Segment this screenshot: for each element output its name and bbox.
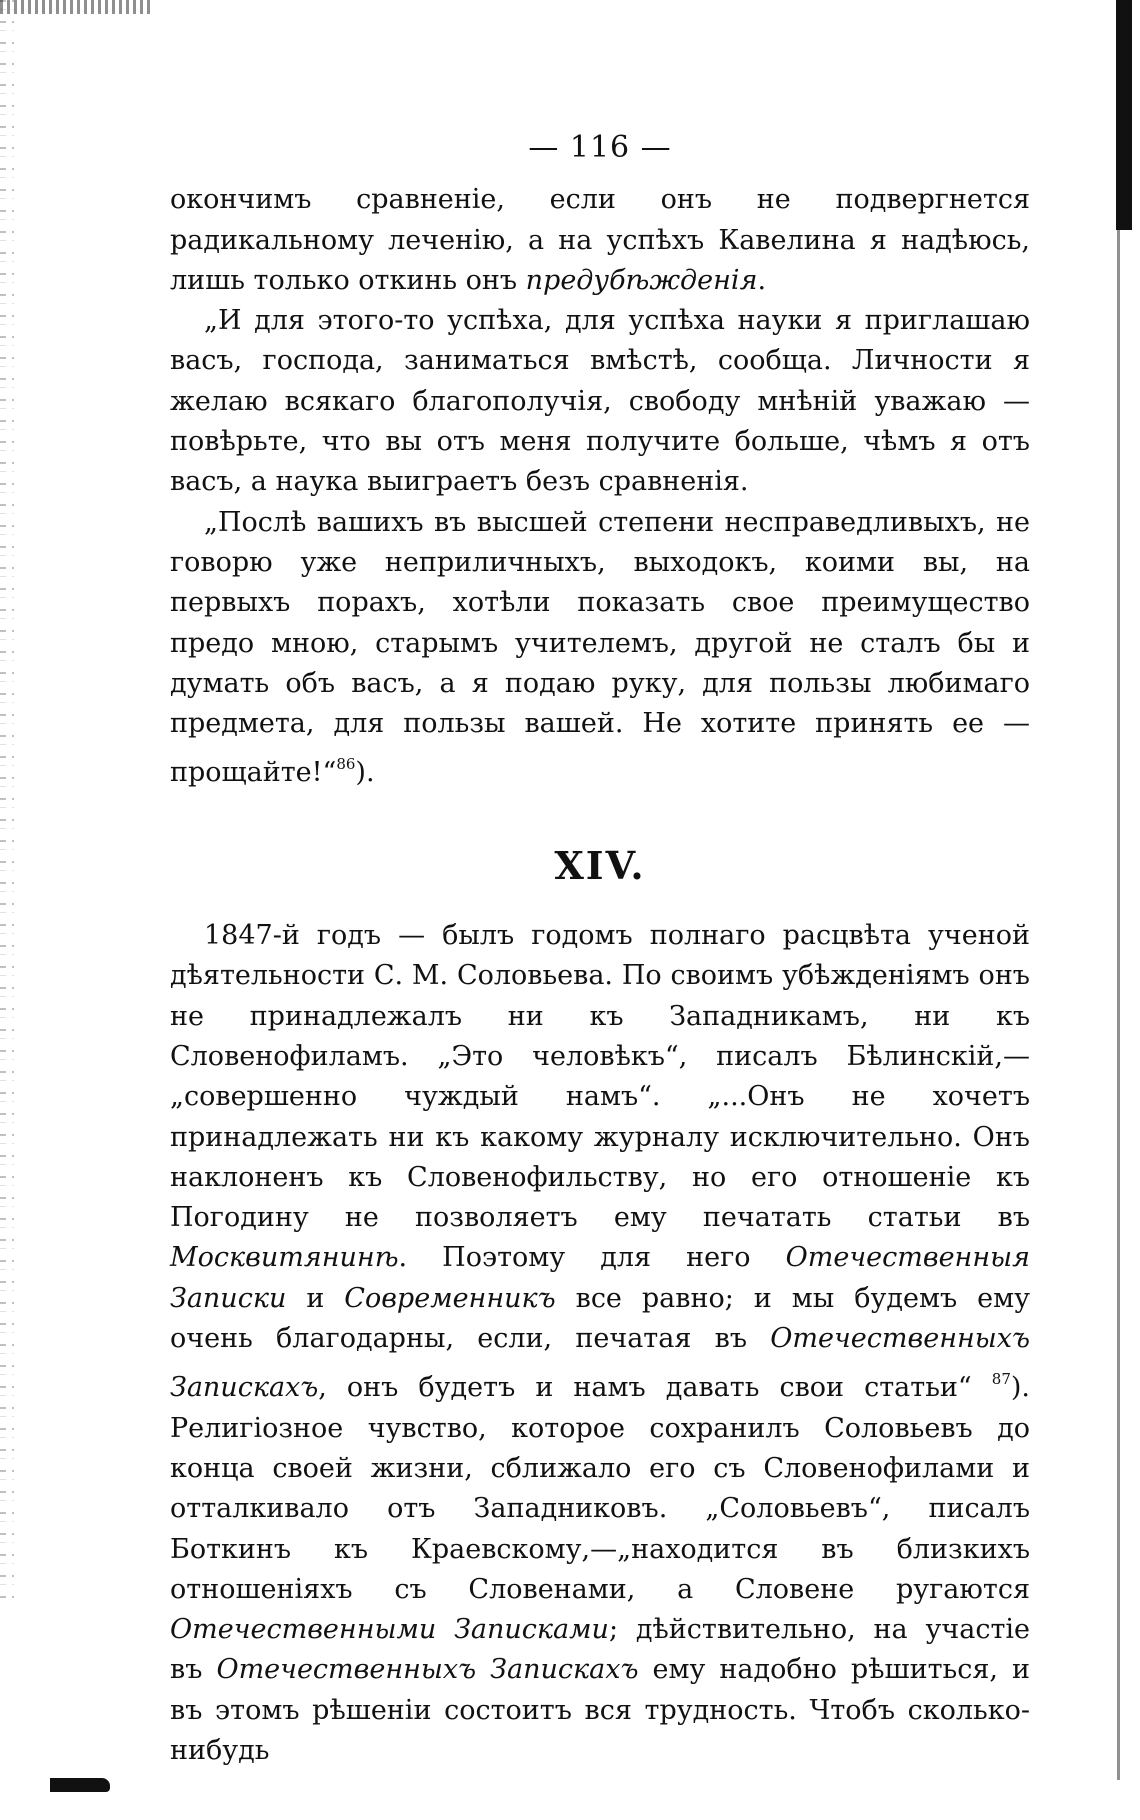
scan-edge-right-line [1117,230,1120,1780]
p4-b: Москвитянинѣ [170,1242,399,1274]
paragraph-3-text: „Послѣ вашихъ въ высшей степени несправедливыхъ, не говорю уже неприличныхъ, выходокъ, коими вы, на первыхъ порахъ, хотѣли показать свое преимущество предо мною, старымъ учителемъ, другой не сталъ бы и думать объ васъ, а я подаю руку, для пользы любимаго предмета, для пользы вашей. Не хотите принять ее — прощайте!“ [170,506,1030,789]
paragraph-1-text-a: окончимъ сравненіе, если онъ не подвергнется радикальному леченію, а на успѣхъ Кавелина я надѣюсь, лишь только откинь онъ [170,184,1030,296]
paragraph-4 [170,916,1030,1771]
p4-a: 1847-й годъ — былъ годомъ полнаго расцвѣта ученой дѣятельности С. М. Соловьева. По своимъ убѣжденіямъ онъ не принадлежалъ ни къ Западникамъ, ни къ Словенофиламъ. „Это человѣкъ“, писалъ Бѣлинскій,—„совершенно чуждый намъ“. „...Онъ не хочетъ принадлежать ни къ какому журналу исключительно. Онъ наклоненъ къ Словенофильству, но его отношеніе къ Погодину не позволяетъ ему печатать статьи въ [170,920,1030,1234]
section-heading: XIV. [554,842,646,888]
footnote-ref-86: 86 [336,755,356,774]
p4-i: , онъ будетъ и намъ давать свои статьи“ [318,1372,992,1404]
p4-c: . Поэтому для него [398,1242,786,1274]
scan-ink-blot [50,1778,110,1792]
p4-d: Отечественныя Записки [170,1242,1030,1314]
page-content [170,128,1030,1771]
p4-k: Отечественными Записками [170,1614,609,1646]
p4-f: Современникъ [344,1282,556,1314]
page-number: — 116 — [528,130,672,165]
scan-edge-left [0,0,32,1600]
paragraph-1-italic: предубѣжденія [525,264,758,296]
paragraph-1-text-c: . [757,264,767,296]
p4-g: все равно; и мы будемъ ему очень благодарны, если, печатая въ [170,1282,1030,1355]
p4-h: Отечественныхъ Запискахъ [170,1323,1030,1404]
paragraph-3 [170,503,1030,794]
paragraph-3-tail: ). [355,757,375,789]
p4-n: ему надобно рѣшиться, и въ этомъ рѣшеніи состоитъ вся трудность. Чтобъ сколько-нибудь [170,1654,1030,1766]
p4-e: и [286,1282,345,1314]
p4-l: ; дѣйствительно, на участіе въ [170,1614,1031,1686]
p4-j: ). Религіозное чувство, которое сохранилъ Соловьевъ до конца своей жизни, сближало его съ Словенофилами и отталкивало отъ Западниковъ. „Соловьевъ“, писалъ Боткинъ къ Краевскому,—„находится въ близкихъ отношеніяхъ съ Словенами, а Словене ругаются [170,1372,1030,1605]
p4-m: Отечественныхъ Запискахъ [216,1654,639,1686]
paragraph-2: „И для этого-то успѣха, для успѣха науки я приглашаю васъ, господа, заниматься вмѣстѣ, сообща. Личности я желаю всякаго благополучія, свободу мнѣній уважаю — повѣрьте, что вы отъ меня получите больше, чѣмъ я отъ васъ, а наука выиграетъ безъ сравненія. [170,305,1030,498]
footnote-ref-87: 87 [991,1370,1011,1389]
paragraph-1 [170,180,1030,301]
scan-edge-right-block [1116,0,1132,230]
